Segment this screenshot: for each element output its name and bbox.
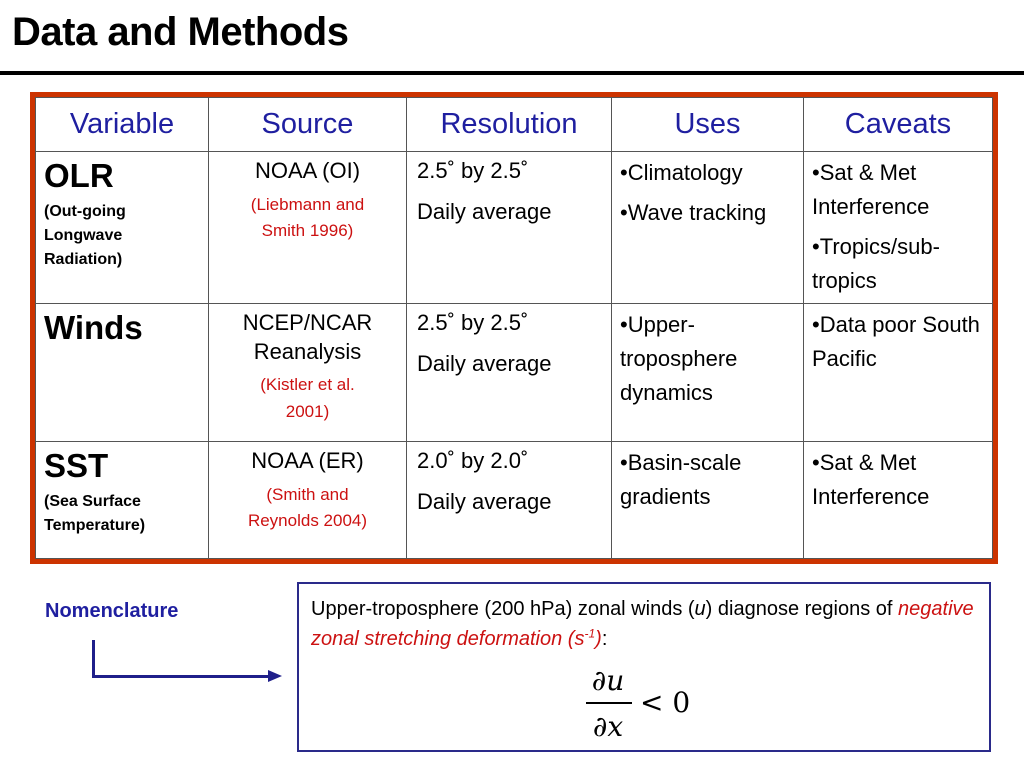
variable-description-line: Radiation) bbox=[44, 251, 123, 269]
uses-item: •Climatology bbox=[620, 160, 743, 185]
arrow-right-icon bbox=[268, 670, 282, 682]
nomenclature-text: Upper-troposphere (200 hPa) zonal winds ( bbox=[311, 598, 695, 620]
nomenclature-arrow-stem bbox=[92, 640, 95, 677]
caveats-item: •Sat & Met Interference bbox=[812, 450, 930, 510]
formula-numerator: ∂u bbox=[591, 664, 625, 697]
source-name-line: NOAA (ER) bbox=[251, 448, 364, 473]
cell-source bbox=[209, 152, 407, 304]
table-row-sst bbox=[36, 442, 993, 559]
cell-caveats bbox=[804, 442, 993, 559]
header-uses: Uses bbox=[612, 98, 804, 152]
uses-item: •Wave tracking bbox=[620, 200, 767, 226]
source-name-line: Reanalysis bbox=[253, 338, 362, 364]
cell-uses bbox=[612, 442, 804, 559]
resolution-temporal: Daily average bbox=[417, 198, 552, 224]
formula-relation: < 0 bbox=[640, 686, 691, 719]
cell-uses bbox=[612, 152, 804, 304]
uses-item: •Basin-scale gradients bbox=[620, 450, 742, 510]
variable-description-line: (Out-going bbox=[44, 203, 126, 221]
table-row-olr bbox=[36, 152, 993, 304]
cell-uses bbox=[612, 304, 804, 442]
nomenclature-label: Nomenclature bbox=[45, 600, 179, 622]
variable-description-line: (Sea Surface bbox=[44, 493, 141, 511]
deformation-formula bbox=[584, 660, 694, 743]
resolution-grid: 2.0˚ by 2.0˚ bbox=[417, 448, 529, 473]
nomenclature-box bbox=[297, 582, 991, 752]
title-divider bbox=[0, 71, 1024, 75]
resolution-temporal: Daily average bbox=[417, 488, 552, 514]
source-reference bbox=[209, 366, 406, 425]
caveats-item: •Tropics/sub-tropics bbox=[812, 234, 940, 294]
source-reference-line: 2001) bbox=[285, 401, 330, 421]
cell-source bbox=[209, 442, 407, 559]
nomenclature-highlight-superscript: -1 bbox=[584, 626, 596, 641]
source-reference-line: (Liebmann and bbox=[250, 194, 365, 214]
data-methods-table bbox=[35, 97, 993, 559]
formula-denominator: ∂x bbox=[592, 710, 624, 743]
table-header-row bbox=[36, 98, 993, 152]
variable-description bbox=[36, 484, 208, 538]
variable-description-line: Temperature) bbox=[44, 517, 146, 535]
source-reference-line: Reynolds 2004) bbox=[247, 510, 368, 530]
source-reference bbox=[209, 186, 406, 245]
nomenclature-variable: u bbox=[694, 598, 706, 620]
nomenclature-text: ) diagnose regions of bbox=[705, 598, 899, 620]
source-reference bbox=[209, 476, 406, 535]
source-name bbox=[209, 442, 406, 476]
cell-source bbox=[209, 304, 407, 442]
cell-variable bbox=[36, 442, 209, 559]
cell-caveats bbox=[804, 304, 993, 442]
header-caveats: Caveats bbox=[804, 98, 993, 152]
source-reference-line: Smith 1996) bbox=[261, 220, 354, 240]
header-variable: Variable bbox=[36, 98, 209, 152]
nomenclature-arrow-shaft bbox=[92, 675, 270, 678]
source-name-line: NOAA (OI) bbox=[254, 158, 361, 183]
cell-variable bbox=[36, 152, 209, 304]
nomenclature-highlight-text: negative zonal stretching deformation (s bbox=[311, 598, 974, 650]
cell-resolution bbox=[407, 304, 612, 442]
source-name bbox=[209, 152, 406, 186]
table-row-winds bbox=[36, 304, 993, 442]
resolution-grid: 2.5˚ by 2.5˚ bbox=[417, 158, 529, 183]
nomenclature-text: : bbox=[601, 628, 608, 650]
resolution-grid: 2.5˚ by 2.5˚ bbox=[417, 310, 529, 335]
caveats-item: •Data poor South Pacific bbox=[812, 312, 980, 372]
variable-description-line: Longwave bbox=[44, 227, 123, 245]
cell-resolution bbox=[407, 442, 612, 559]
source-name-line: NCEP/NCAR bbox=[242, 310, 373, 335]
variable-name: OLR bbox=[44, 157, 114, 194]
resolution-temporal: Daily average bbox=[417, 350, 552, 376]
slide-title: Data and Methods bbox=[12, 10, 349, 54]
cell-caveats bbox=[804, 152, 993, 304]
variable-name: Winds bbox=[44, 309, 143, 346]
source-name bbox=[209, 304, 406, 366]
nomenclature-highlight-close: ) bbox=[595, 628, 602, 650]
formula-fraction-bar bbox=[586, 702, 632, 704]
header-resolution: Resolution bbox=[407, 98, 612, 152]
variable-name: SST bbox=[44, 447, 109, 484]
cell-variable bbox=[36, 304, 209, 442]
variable-description bbox=[36, 194, 208, 272]
data-methods-table-frame bbox=[30, 92, 998, 564]
source-reference-line: (Smith and bbox=[266, 484, 349, 504]
uses-item: •Upper-troposphere dynamics bbox=[620, 312, 738, 406]
source-reference-line: (Kistler et al. bbox=[260, 375, 355, 395]
cell-resolution bbox=[407, 152, 612, 304]
caveats-item: •Sat & Met Interference bbox=[812, 160, 930, 220]
header-source: Source bbox=[209, 98, 407, 152]
